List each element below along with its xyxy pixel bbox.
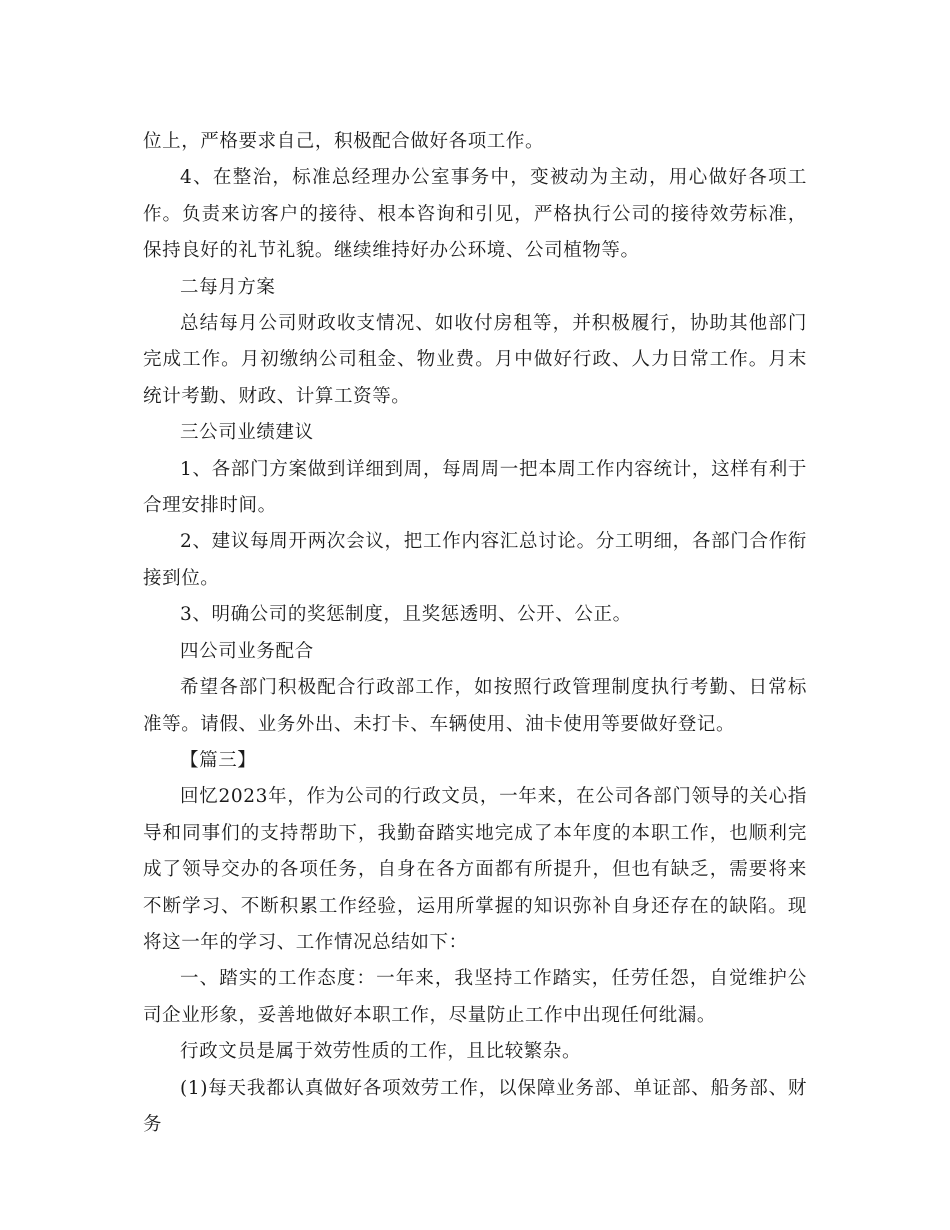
- paragraph-work-attitude: 一、踏实的工作态度：一年来，我坚持工作踏实，任劳任怨，自觉维护公司企业形象，妥善地做好本职工作，尽量防止工作中出现任何纰漏。: [143, 968, 807, 1026]
- paragraph-suggestion-2: 2、建议每周开两次会议，把工作内容汇总讨论。分工明细，各部门合作衔接到位。: [143, 531, 807, 589]
- paragraph-review-2023: 回忆2023年，作为公司的行政文员，一年来，在公司各部门领导的关心指导和同事们的支持帮助下，我勤奋踏实地完成了本年度的本职工作，也顺利完成了领导交办的各项任务，自身在各方面都有所提升，但也有缺乏，需要将来不断学习、不断积累工作经验，运用所掌握的知识弥补自身还存在的缺陷。现将这一年的学习、工作情况总结如下：: [143, 786, 807, 953]
- section-heading-monthly-plan: 二每月方案: [180, 276, 276, 298]
- document-body: [143, 124, 807, 1143]
- paragraph-continuation: 位上，严格要求自己，积极配合做好各项工作。: [143, 131, 545, 152]
- paragraph-cooperation: 希望各部门积极配合行政部工作，如按照行政管理制度执行考勤、日常标准等。请假、业务外出、未打卡、车辆使用、油卡使用等要做好登记。: [143, 677, 807, 735]
- paragraph-suggestion-3: 3、明确公司的奖惩制度，且奖惩透明、公开、公正。: [180, 604, 632, 626]
- paragraph-suggestion-1: 1、各部门方案做到详细到周，每周周一把本周工作内容统计，这样有利于合理安排时间。: [143, 458, 807, 517]
- paragraph-monthly-summary: 总结每月公司财政收支情况、如收付房租等，并积极履行，协助其他部门完成工作。月初缴纳公司租金、物业费。月中做好行政、人力日常工作。月末统计考勤、财政、计算工资等。: [143, 313, 807, 407]
- section-heading-business-cooperation: 四公司业务配合: [180, 640, 314, 662]
- section-heading-performance-suggestions: 三公司业绩建议: [180, 422, 314, 444]
- paragraph-service-nature: 行政文员是属于效劳性质的工作，且比较繁杂。: [180, 1041, 582, 1063]
- paragraph-item-4: 4、在整治，标准总经理办公室事务中，变被动为主动，用心做好各项工作。负责来访客户的接待、根本咨询和引见，严格执行公司的接待效劳标准，保持良好的礼节礼貌。继续维持好办公环境、公司植物等。: [143, 167, 807, 262]
- section-heading-part-three: 【篇三】: [180, 749, 257, 771]
- paragraph-daily-service: (1)每天我都认真做好各项效劳工作，以保障业务部、单证部、船务部、财务: [143, 1077, 807, 1135]
